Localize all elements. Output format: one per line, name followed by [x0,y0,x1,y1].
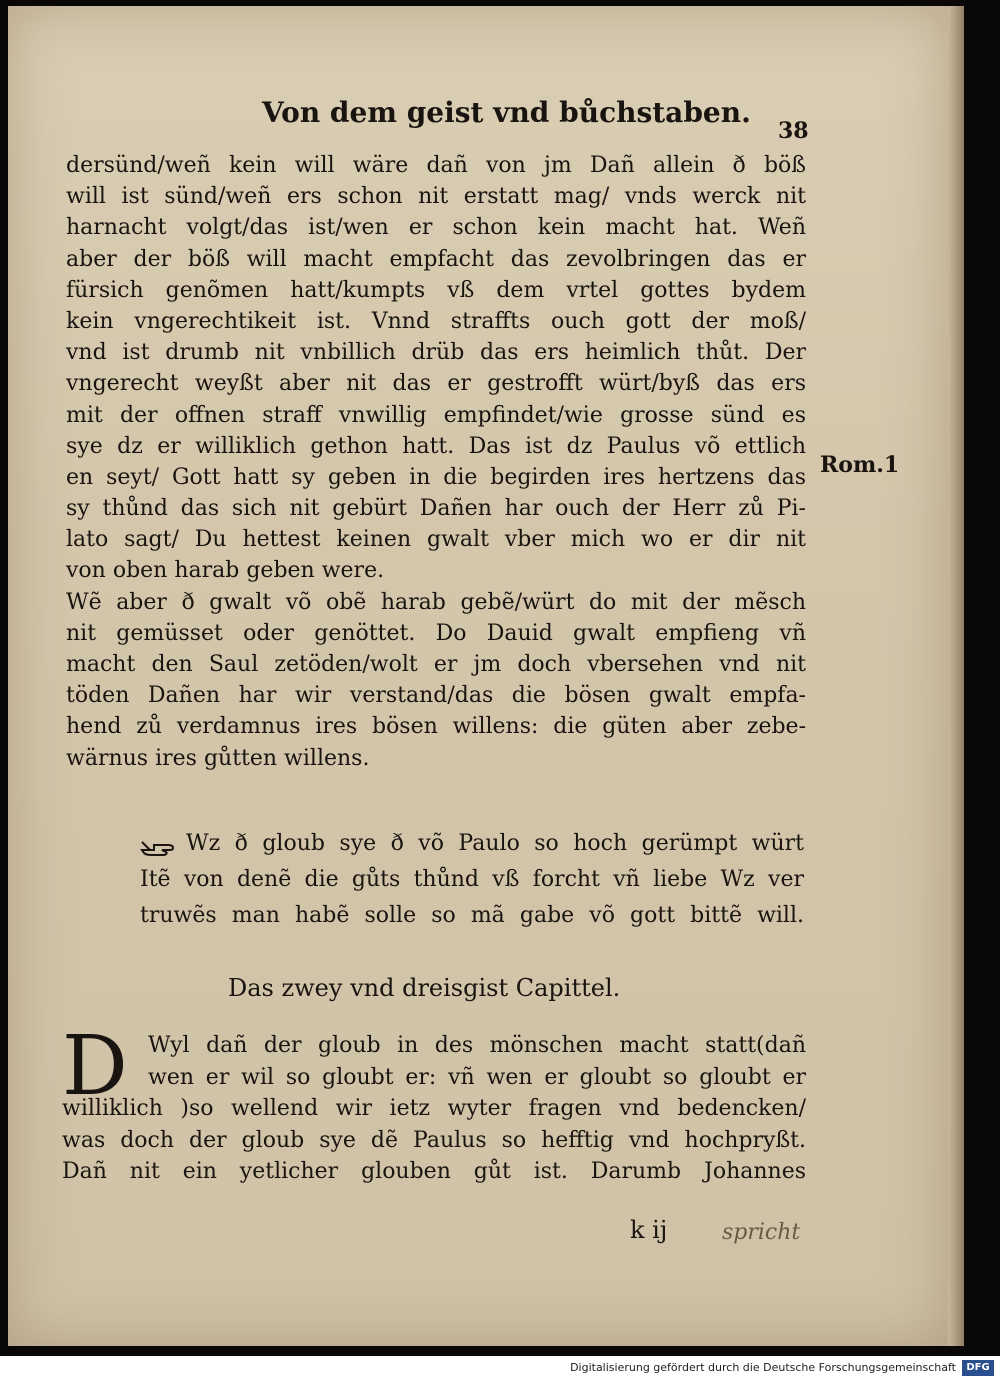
text-line: nit gemüsset oder genöttet. Do Dauid gwalt empfieng vñ [66,620,806,646]
text-line: truwẽs man habẽ solle so mã gabe võ gott bittẽ will. [140,903,804,928]
running-head: Von dem geist vnd bůchstaben. [262,96,751,129]
catchword: spricht [722,1220,801,1245]
text-line: dersünd/weñ kein will wäre dañ von jm Dañ allein ð böß [66,153,806,178]
text-line: sy thůnd das sich nit gebürt Dañen har ouch der Herr zů Pi- [66,496,806,522]
text-line: macht den Saul zetöden/wolt er jm doch vbersehen vnd nit [66,652,806,677]
text-line: Itẽ von denẽ die gůts thůnd vß forcht vñ liebe Wz ver [140,867,804,892]
margin-note: Rom.1 [820,452,900,478]
text-line: hend zů verdamnus ires bösen willens: die güten aber zebe- [66,714,806,740]
text-line: wen er wil so gloubt er: vñ wen er gloubt so gloubt er [148,1064,806,1090]
dfg-logo: DFG [962,1360,994,1376]
text-line: vngerecht weyßt aber nit das er gestrofft würt/byß das ers [66,371,806,397]
funding-notice: Digitalisierung gefördert durch die Deutsche Forschungsgemeinschaft [570,1361,956,1374]
text-line: sye dz er williklich gethon hatt. Das ist dz Paulus võ ettlich [66,433,806,459]
page-number: 38 [778,118,809,144]
text-line: töden Dañen har wir verstand/das die bösen gwalt empfa- [66,683,806,709]
text-line: will ist sünd/weñ ers schon nit erstatt mag/ vnds werck nit [66,184,806,210]
text-line: Dañ nit ein yetlicher glouben gůt ist. Darumb Johannes [62,1159,806,1184]
text-line: en seyt/ Gott hatt sy geben in die begirden ires hertzens das [66,464,806,490]
text-line: von oben harab geben were. [66,558,385,584]
text-line: kein vngerechtikeit ist. Vnnd straffts ouch gott der moß/ [66,308,806,334]
text-line: wärnus ires gůtten willens. [66,745,370,771]
drop-cap: D [62,1019,128,1114]
page-edge [948,6,964,1346]
text-line: mit der offnen straff vnwillig empfindet/wie grosse sünd es [66,402,806,428]
text-line: harnacht volgt/das ist/wen er schon kein macht hat. Weñ [66,215,806,241]
text-line: lato sagt/ Du hettest keinen gwalt vber mich wo er dir nit [66,527,806,553]
chapter-summary [140,826,804,934]
text-line: Wẽ aber ð gwalt võ obẽ harab gebẽ/würt do mit der mẽsch [66,589,806,615]
signature-mark: k ij [630,1216,668,1244]
chapter-text [62,1030,806,1188]
text-line: Wz ð gloub sye ð võ Paulo so hoch gerümpt würt [186,831,804,856]
text-line: was doch der gloub sye dẽ Paulus so hefftig vnd hochpryßt. [62,1127,806,1153]
chapter-heading: Das zwey vnd dreisgist Capittel. [228,974,621,1002]
text-line: williklich )so wellend wir ietz wyter fragen vnd bedencken/ [62,1096,806,1121]
text-line: Wyl dañ der gloub in des mönschen macht statt(dañ [148,1033,806,1058]
text-line: aber der böß will macht empfacht das zevolbringen das er [66,246,806,272]
text-line: vnd ist drumb nit vnbillich drüb das ers heimlich thůt. Der [66,340,806,366]
text-line: fürsich genõmen hatt/kumpts vß dem vrtel gottes bydem [66,277,806,303]
body-text [66,150,806,774]
